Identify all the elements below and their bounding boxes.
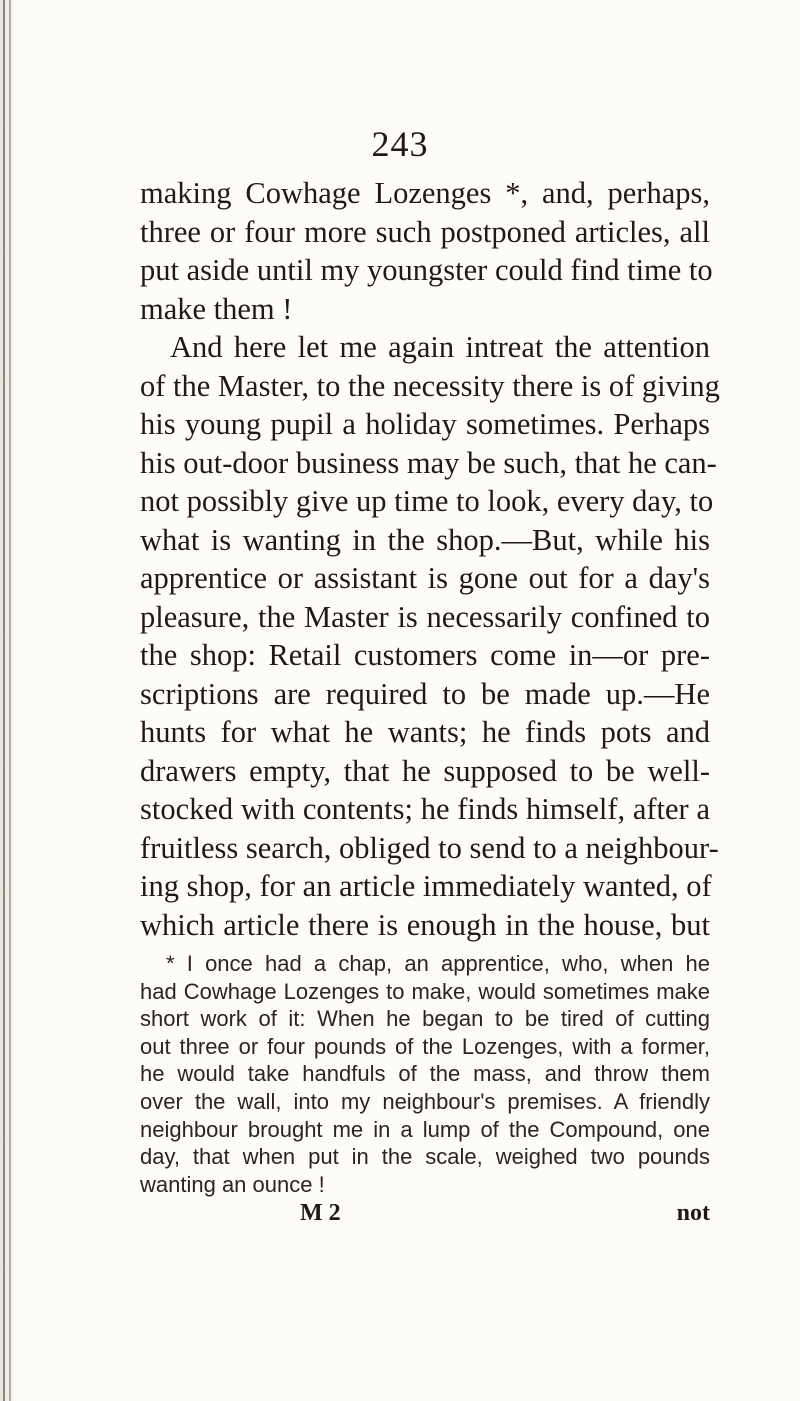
footnote-line: had Cowhage Lozenges to make, would sometimes make: [140, 978, 710, 1004]
text-line: of the Master, to the necessity there is of giving: [140, 368, 720, 403]
footnote: [140, 950, 710, 1198]
footnote-line: out three or four pounds of the Lozenges, with a former,: [140, 1033, 710, 1059]
text-line: his young pupil a holiday sometimes. Perhaps: [140, 407, 710, 441]
footnote-line: day, that when put in the scale, weighed two pounds: [140, 1144, 710, 1170]
text-line: three or four more such postponed articles, all: [140, 214, 710, 249]
text-line: hunts for what he wants; he finds pots and: [140, 715, 710, 749]
footnote-line: * I once had a chap, an apprentice, who, when he: [166, 951, 710, 976]
gutter-rule: [3, 0, 5, 1401]
text-line: make them !: [140, 291, 293, 326]
text-line: his out-door business may be such, that he can-: [140, 445, 717, 480]
footnote-line: short work of it: When he began to be tired of cutting: [140, 1006, 710, 1032]
text-line: which article there is enough in the house, but: [140, 907, 710, 942]
page-number: 243: [371, 124, 429, 164]
footnote-line: wanting an ounce !: [140, 1171, 325, 1197]
text-line: stocked with contents; he finds himself, after a: [140, 792, 710, 826]
text-line: scriptions are required to be made up.—He: [140, 676, 710, 711]
footnote-line: over the wall, into my neighbour's premises. A friendly: [140, 1088, 710, 1114]
gutter-rule: [9, 0, 11, 1401]
text-line: apprentice or assistant is gone out for a day's: [140, 561, 710, 595]
text-line: what is wanting in the shop.—But, while his: [140, 522, 710, 557]
text-line: ing shop, for an article immediately wanted, of: [140, 869, 712, 903]
signature-mark: M 2: [300, 1200, 341, 1226]
text-line: put aside until my youngster could find time to: [140, 253, 713, 287]
text-line: drawers empty, that he supposed to be well-: [140, 753, 710, 788]
footnote-line: neighbour brought me in a lump of the Compound, one: [140, 1116, 710, 1142]
text-line: not possibly give up time to look, every day, to: [140, 484, 714, 518]
catchword: not: [676, 1200, 710, 1226]
text-line: the shop: Retail customers come in—or pre-: [140, 638, 710, 672]
body-text: [140, 174, 720, 944]
text-line: fruitless search, obliged to send to a neighbour-: [140, 830, 719, 865]
footnote-line: he would take handfuls of the mass, and throw them: [140, 1061, 710, 1087]
text-line: And here let me again intreat the attention: [170, 330, 710, 364]
text-line: pleasure, the Master is necessarily confined to: [140, 599, 710, 634]
catchline: [140, 1200, 710, 1227]
text-line: making Cowhage Lozenges *, and, perhaps,: [140, 176, 710, 210]
